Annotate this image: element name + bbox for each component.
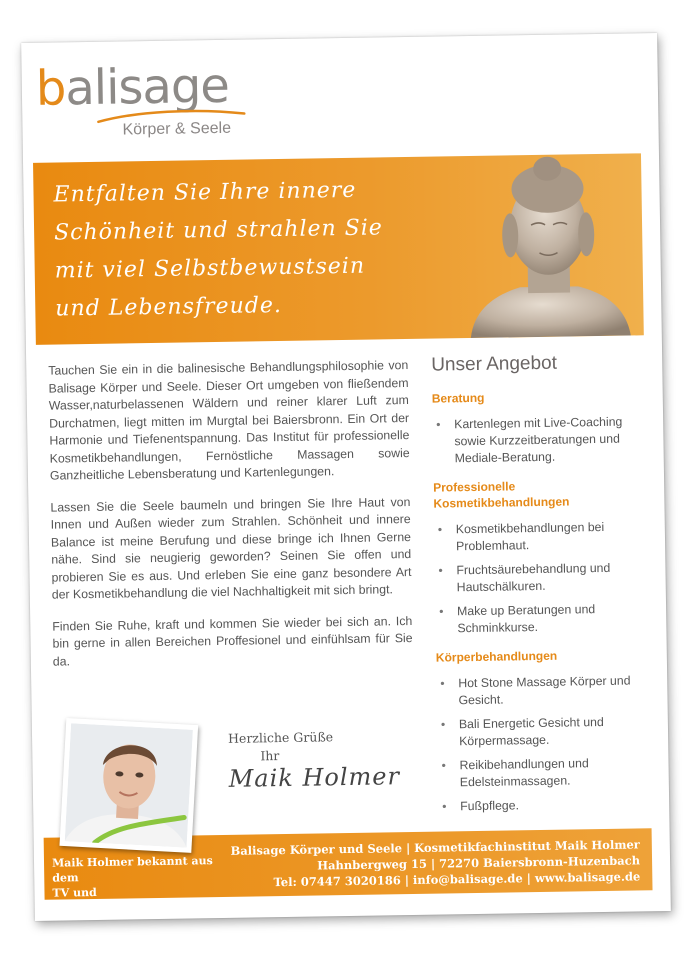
contact-line: Balisage Körper und Seele | Kosmetikfachinstitut Maik Holmer <box>230 837 640 858</box>
offer-item: • Kartenlegen mit Live-Coaching sowie Kurzzeitberatungen und Mediale-Beratung. <box>454 413 638 467</box>
portrait-photo <box>59 718 198 853</box>
intro-paragraph: Tauchen Sie ein in die balinesische Behandlungsphilosophie von Balisage Körper und Seele. Dieser Ort umgeben von fließendem Wasser,naturbelassenen Wäldern und reiner klarer Luft zum Durchatmen, liegt mitten im Murgtal bei Baiersbronn. Ein Ort der Harmonie und Tiefenentspannung. Das Institut für professionelle Kosmetikbehandlungen, Fernöstliche Massagen sowie Ganzheitliche Lebensberatung und Kartenlegungen. <box>48 358 410 483</box>
offer-list <box>436 672 643 815</box>
slogan-line: Schönheit und strahlen Sie <box>53 215 384 246</box>
portrait-image <box>65 723 193 847</box>
signature: Maik Holmer <box>228 762 401 793</box>
contact-line: Hahnbergweg 15 | 72270 Baiersbronn-Huzenbach <box>317 853 641 873</box>
logo-first-letter: b <box>35 60 66 117</box>
intro-paragraph: Lassen Sie die Seele baumeln und bringen Sie Ihre Haut von Innen und Außen wieder zum Strahlen. Schönheit und innere Balance ist meine Berufung und diese bringe ich Ihnen Gerne nähe. Sind sie neugierig geworden? Seinen Sie offen und probieren Sie es aus. Und erleben Sie eine ganz besondere Art der Kosmetikbehandlung die viel Nachhaltigkeit mit sich bringt. <box>50 494 412 602</box>
caption-line: Maik Holmer bekannt aus dem <box>51 854 213 885</box>
greeting-line: Ihr <box>260 748 280 764</box>
logo-tagline: Körper & Seele <box>122 119 232 139</box>
caption-line: TV und Premiumparfümerien. <box>52 885 191 915</box>
photo-caption <box>52 853 233 916</box>
offer-list <box>432 413 638 467</box>
slogan-banner <box>33 153 644 345</box>
offer-section-heading: Körperbehandlungen <box>435 648 558 665</box>
buddha-statue-image <box>458 153 636 338</box>
offer-column <box>431 351 643 827</box>
offer-item: • Fruchtsäurebehandlung und Hautschälkuren. <box>456 559 640 596</box>
offer-item: • Kosmetikbehandlungen bei Problemhaut. <box>456 518 640 555</box>
contact-line: Tel: 07447 3020186 | info@balisage.de | www.balisage.de <box>273 869 641 890</box>
offer-title: Unser Angebot <box>431 352 558 376</box>
slogan-line: Entfalten Sie Ihre innere <box>53 177 357 208</box>
logo-wordmark-rest: alisage <box>64 57 230 117</box>
offer-item: • Make up Beratungen und Schminkkurse. <box>457 600 641 637</box>
flyer-sheet <box>21 33 671 921</box>
offer-item: • Fußpflege. <box>460 795 643 815</box>
slogan-line: und Lebensfreude. <box>55 292 283 322</box>
contact-info <box>230 836 640 890</box>
slogan-text <box>53 171 435 329</box>
greeting-line: Herzliche Grüße <box>227 729 334 746</box>
offer-section-heading: Professionelle Kosmetikbehandlungen <box>433 479 570 511</box>
slogan-line: mit viel Selbstbewustsein <box>54 253 366 284</box>
offer-section-heading: Beratung <box>431 390 485 406</box>
offer-list <box>434 518 641 637</box>
offer-item: • Bali Energetic Gesicht und Körpermassage. <box>459 713 643 750</box>
intro-text <box>48 357 413 685</box>
greeting <box>228 728 334 766</box>
offer-item: • Hot Stone Massage Körper und Gesicht. <box>458 672 642 709</box>
intro-paragraph: Finden Sie Ruhe, kraft und kommen Sie wieder bei sich an. Ich bin gerne in allen Bereichen Proffesionel und einfühlsam für Sie da. <box>52 613 413 669</box>
balisage-logo <box>35 55 256 148</box>
offer-item: • Reikibehandlungen und Edelsteinmassagen. <box>459 754 643 791</box>
